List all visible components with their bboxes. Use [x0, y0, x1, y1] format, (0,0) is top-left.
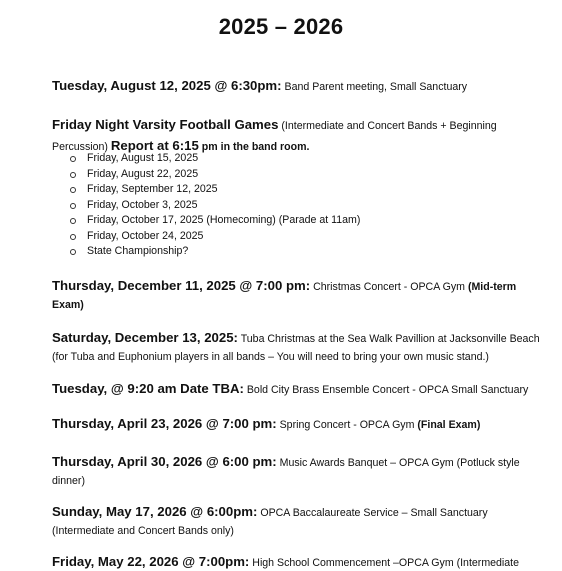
- entry-awards-banquet: [52, 453, 542, 490]
- entry-description: Bold City Brass Ensemble Concert - OPCA Small Sanctuary: [243, 384, 529, 396]
- game-date: Friday, August 15, 2025: [87, 152, 199, 164]
- entry-title: Friday Night Varsity Football Games: [52, 117, 279, 132]
- game-date: Friday, October 17, 2025 (Homecoming) (Parade at 11am): [87, 214, 361, 226]
- circle-bullet-icon: [70, 234, 76, 240]
- entry-date: Thursday, April 30, 2026 @ 6:00 pm:: [52, 454, 277, 469]
- list-item: [70, 182, 360, 198]
- circle-bullet-icon: [70, 249, 76, 255]
- circle-bullet-icon: [70, 156, 76, 162]
- entry-description: OPCA Baccalaureate Service – Small Sanctuary (Intermediate and Concert Bands only): [52, 507, 488, 537]
- entry-note: (Mid-term Exam): [52, 281, 517, 311]
- document-title: 2025 – 2026: [218, 14, 344, 39]
- entry-note: (Final Exam): [417, 419, 481, 431]
- game-date: State Championship?: [87, 245, 189, 257]
- entry-tuba-christmas: [52, 329, 542, 366]
- game-date: Friday, October 3, 2025: [87, 198, 198, 211]
- entry-baccalaureate: [52, 503, 542, 540]
- circle-bullet-icon: [70, 218, 76, 224]
- game-date: Friday, October 24, 2025: [87, 229, 204, 242]
- entry-description: Spring Concert - OPCA Gym: [276, 419, 418, 431]
- game-date: Friday, September 12, 2025: [87, 183, 218, 195]
- circle-bullet-icon: [70, 187, 76, 193]
- entry-date: Sunday, May 17, 2026 @ 6:00pm:: [52, 504, 258, 519]
- report-location: pm in the band room.: [198, 141, 310, 153]
- entry-description: Tuba Christmas at the Sea Walk Pavillion at Jacksonville Beach (for Tuba and Euphonium players in all bands – You will need to bring your own music stand.): [52, 333, 540, 363]
- list-item: [70, 151, 360, 167]
- entry-date: Thursday, April 23, 2026 @ 7:00 pm:: [52, 416, 277, 431]
- entry-description: Band Parent meeting, Small Sanctuary: [281, 81, 468, 93]
- report-time: Report at 6:15: [110, 138, 199, 153]
- entry-date: Saturday, December 13, 2025:: [52, 330, 238, 345]
- entry-commencement: [52, 554, 552, 571]
- entry-spring-concert: [52, 416, 542, 433]
- entry-description: (Intermediate and Concert Bands + Beginning Percussion): [52, 120, 497, 153]
- entry-band-parent-meeting: [52, 78, 542, 95]
- entry-description: High School Commencement –OPCA Gym (Intermediate: [249, 557, 520, 569]
- football-game-list: [70, 151, 360, 260]
- entry-date: Thursday, December 11, 2025 @ 7:00 pm:: [52, 278, 311, 293]
- circle-bullet-icon: [70, 172, 76, 178]
- entry-date: Friday, May 22, 2026 @ 7:00pm:: [52, 554, 250, 569]
- entry-date: Tuesday, @ 9:20 am Date TBA:: [52, 381, 244, 396]
- circle-bullet-icon: [70, 203, 76, 209]
- game-date: Friday, August 22, 2025: [87, 167, 199, 180]
- entry-description: Music Awards Banquet – OPCA Gym (Potluck style dinner): [52, 457, 520, 487]
- entry-brass-ensemble: [52, 381, 542, 398]
- list-item: [70, 244, 360, 260]
- list-item: [70, 213, 360, 229]
- list-item: [70, 198, 360, 214]
- list-item: [70, 229, 360, 245]
- entry-date: Tuesday, August 12, 2025 @ 6:30pm:: [52, 78, 282, 93]
- entry-christmas-concert: [52, 277, 542, 314]
- list-item: [70, 167, 360, 183]
- entry-description: Christmas Concert - OPCA Gym: [310, 281, 468, 293]
